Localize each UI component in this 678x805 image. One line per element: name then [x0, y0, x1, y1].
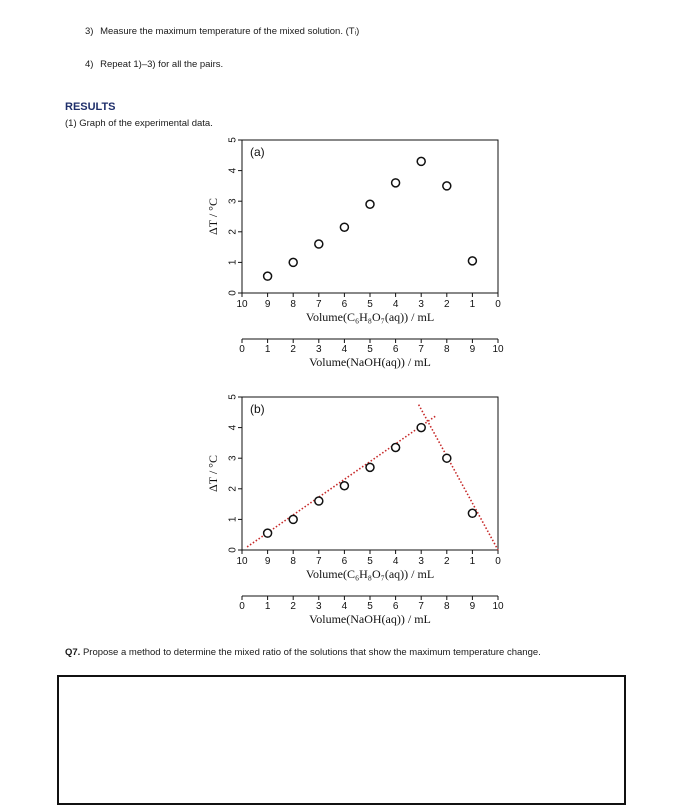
x-axis-label-top: Volume(C₆H₈O₇(aq)) / mL: [305, 310, 435, 324]
results-heading: RESULTS: [65, 101, 116, 113]
data-point: [468, 509, 476, 517]
x-top-tick-label: 5: [367, 556, 373, 567]
data-point: [366, 463, 374, 471]
x-bottom-tick-label: 1: [264, 344, 271, 355]
x-bottom-tick-label: 1: [264, 601, 271, 612]
x-top-tick-label: 7: [316, 299, 322, 310]
x-top-tick-label: 1: [469, 299, 476, 310]
x-axis-label-bottom: Volume(NaOH(aq)) / mL: [309, 612, 431, 626]
x-bottom-tick-label: 10: [492, 344, 504, 355]
x-bottom-tick-label: 5: [367, 601, 373, 612]
x-top-tick-label: 7: [316, 556, 322, 567]
y-tick-label: 3: [227, 455, 239, 461]
x-bottom-tick-label: 0: [239, 344, 245, 355]
x-top-tick-label: 5: [367, 299, 373, 310]
x-bottom-tick-label: 6: [392, 344, 399, 355]
x-top-tick-label: 10: [236, 299, 248, 310]
x-bottom-tick-label: 8: [444, 344, 450, 355]
x-top-tick-label: 2: [444, 299, 450, 310]
x-bottom-tick-label: 0: [239, 601, 245, 612]
step-4-text: Repeat 1)–3) for all the pairs.: [100, 59, 224, 70]
data-point: [340, 482, 348, 490]
y-tick-label: 4: [227, 424, 239, 431]
x-bottom-tick-label: 4: [341, 344, 348, 355]
x-bottom-tick-label: 7: [418, 601, 424, 612]
x-bottom-tick-label: 3: [316, 601, 322, 612]
x-bottom-tick-label: 6: [392, 601, 399, 612]
data-point: [264, 529, 272, 537]
step-3-text: Measure the maximum temperature of the mixed solution. (Tᵢ): [100, 26, 360, 37]
x-bottom-tick-label: 8: [444, 601, 450, 612]
y-axis-label: ΔT / °C: [205, 455, 220, 492]
x-top-tick-label: 4: [392, 556, 399, 567]
y-tick-label: 5: [227, 394, 239, 400]
data-point: [315, 497, 323, 505]
x-top-tick-label: 3: [418, 299, 424, 310]
x-top-tick-label: 6: [341, 556, 348, 567]
question-q7: [65, 647, 650, 659]
x-bottom-tick-label: 5: [367, 344, 373, 355]
data-point: [392, 443, 400, 451]
x-top-tick-label: 2: [444, 556, 450, 567]
x-top-tick-label: 6: [341, 299, 348, 310]
x-top-tick-label: 0: [495, 556, 501, 567]
x-axis-label-top: Volume(C₆H₈O₇(aq)) / mL: [305, 567, 435, 581]
plot-frame: [242, 397, 498, 550]
panel-label: (a): [250, 145, 265, 159]
x-top-tick-label: 8: [290, 556, 296, 567]
x-bottom-tick-label: 3: [316, 344, 322, 355]
results-subheading: (1) Graph of the experimental data.: [65, 118, 213, 129]
y-tick-label: 3: [227, 198, 239, 204]
step-3-number: 3): [85, 26, 94, 37]
y-tick-label: 2: [227, 486, 239, 492]
fit-line: [247, 415, 436, 547]
y-tick-label: 4: [227, 167, 239, 174]
y-tick-label: 1: [227, 259, 239, 266]
y-tick-label: 5: [227, 137, 239, 143]
x-top-tick-label: 8: [290, 299, 296, 310]
x-bottom-tick-label: 4: [341, 601, 348, 612]
x-bottom-tick-label: 2: [290, 344, 296, 355]
data-point: [289, 515, 297, 523]
x-bottom-tick-label: 9: [469, 601, 476, 612]
data-point: [417, 424, 425, 432]
x-top-tick-label: 9: [264, 299, 271, 310]
x-bottom-tick-label: 7: [418, 344, 424, 355]
x-bottom-tick-label: 9: [469, 344, 476, 355]
x-bottom-tick-label: 10: [492, 601, 504, 612]
data-point: [443, 454, 451, 462]
x-top-tick-label: 10: [236, 556, 248, 567]
x-bottom-tick-label: 2: [290, 601, 296, 612]
question-text: Propose a method to determine the mixed ratio of the solutions that show the maximum temperature change.: [82, 647, 541, 658]
y-axis-label: ΔT / °C: [205, 198, 220, 235]
y-tick-label: 1: [227, 516, 239, 523]
y-tick-label: 0: [227, 547, 239, 553]
answer-box[interactable]: [57, 675, 626, 805]
x-top-tick-label: 1: [469, 556, 476, 567]
x-top-tick-label: 9: [264, 556, 271, 567]
y-tick-label: 0: [227, 290, 239, 296]
question-label: Q7.: [65, 647, 81, 658]
step-4-number: 4): [85, 59, 94, 70]
x-top-tick-label: 4: [392, 299, 399, 310]
x-top-tick-label: 3: [418, 556, 424, 567]
panel-label: (b): [250, 402, 265, 416]
x-top-tick-label: 0: [495, 299, 501, 310]
fit-line: [419, 405, 498, 550]
y-tick-label: 2: [227, 229, 239, 235]
x-axis-label-bottom: Volume(NaOH(aq)) / mL: [309, 355, 431, 369]
